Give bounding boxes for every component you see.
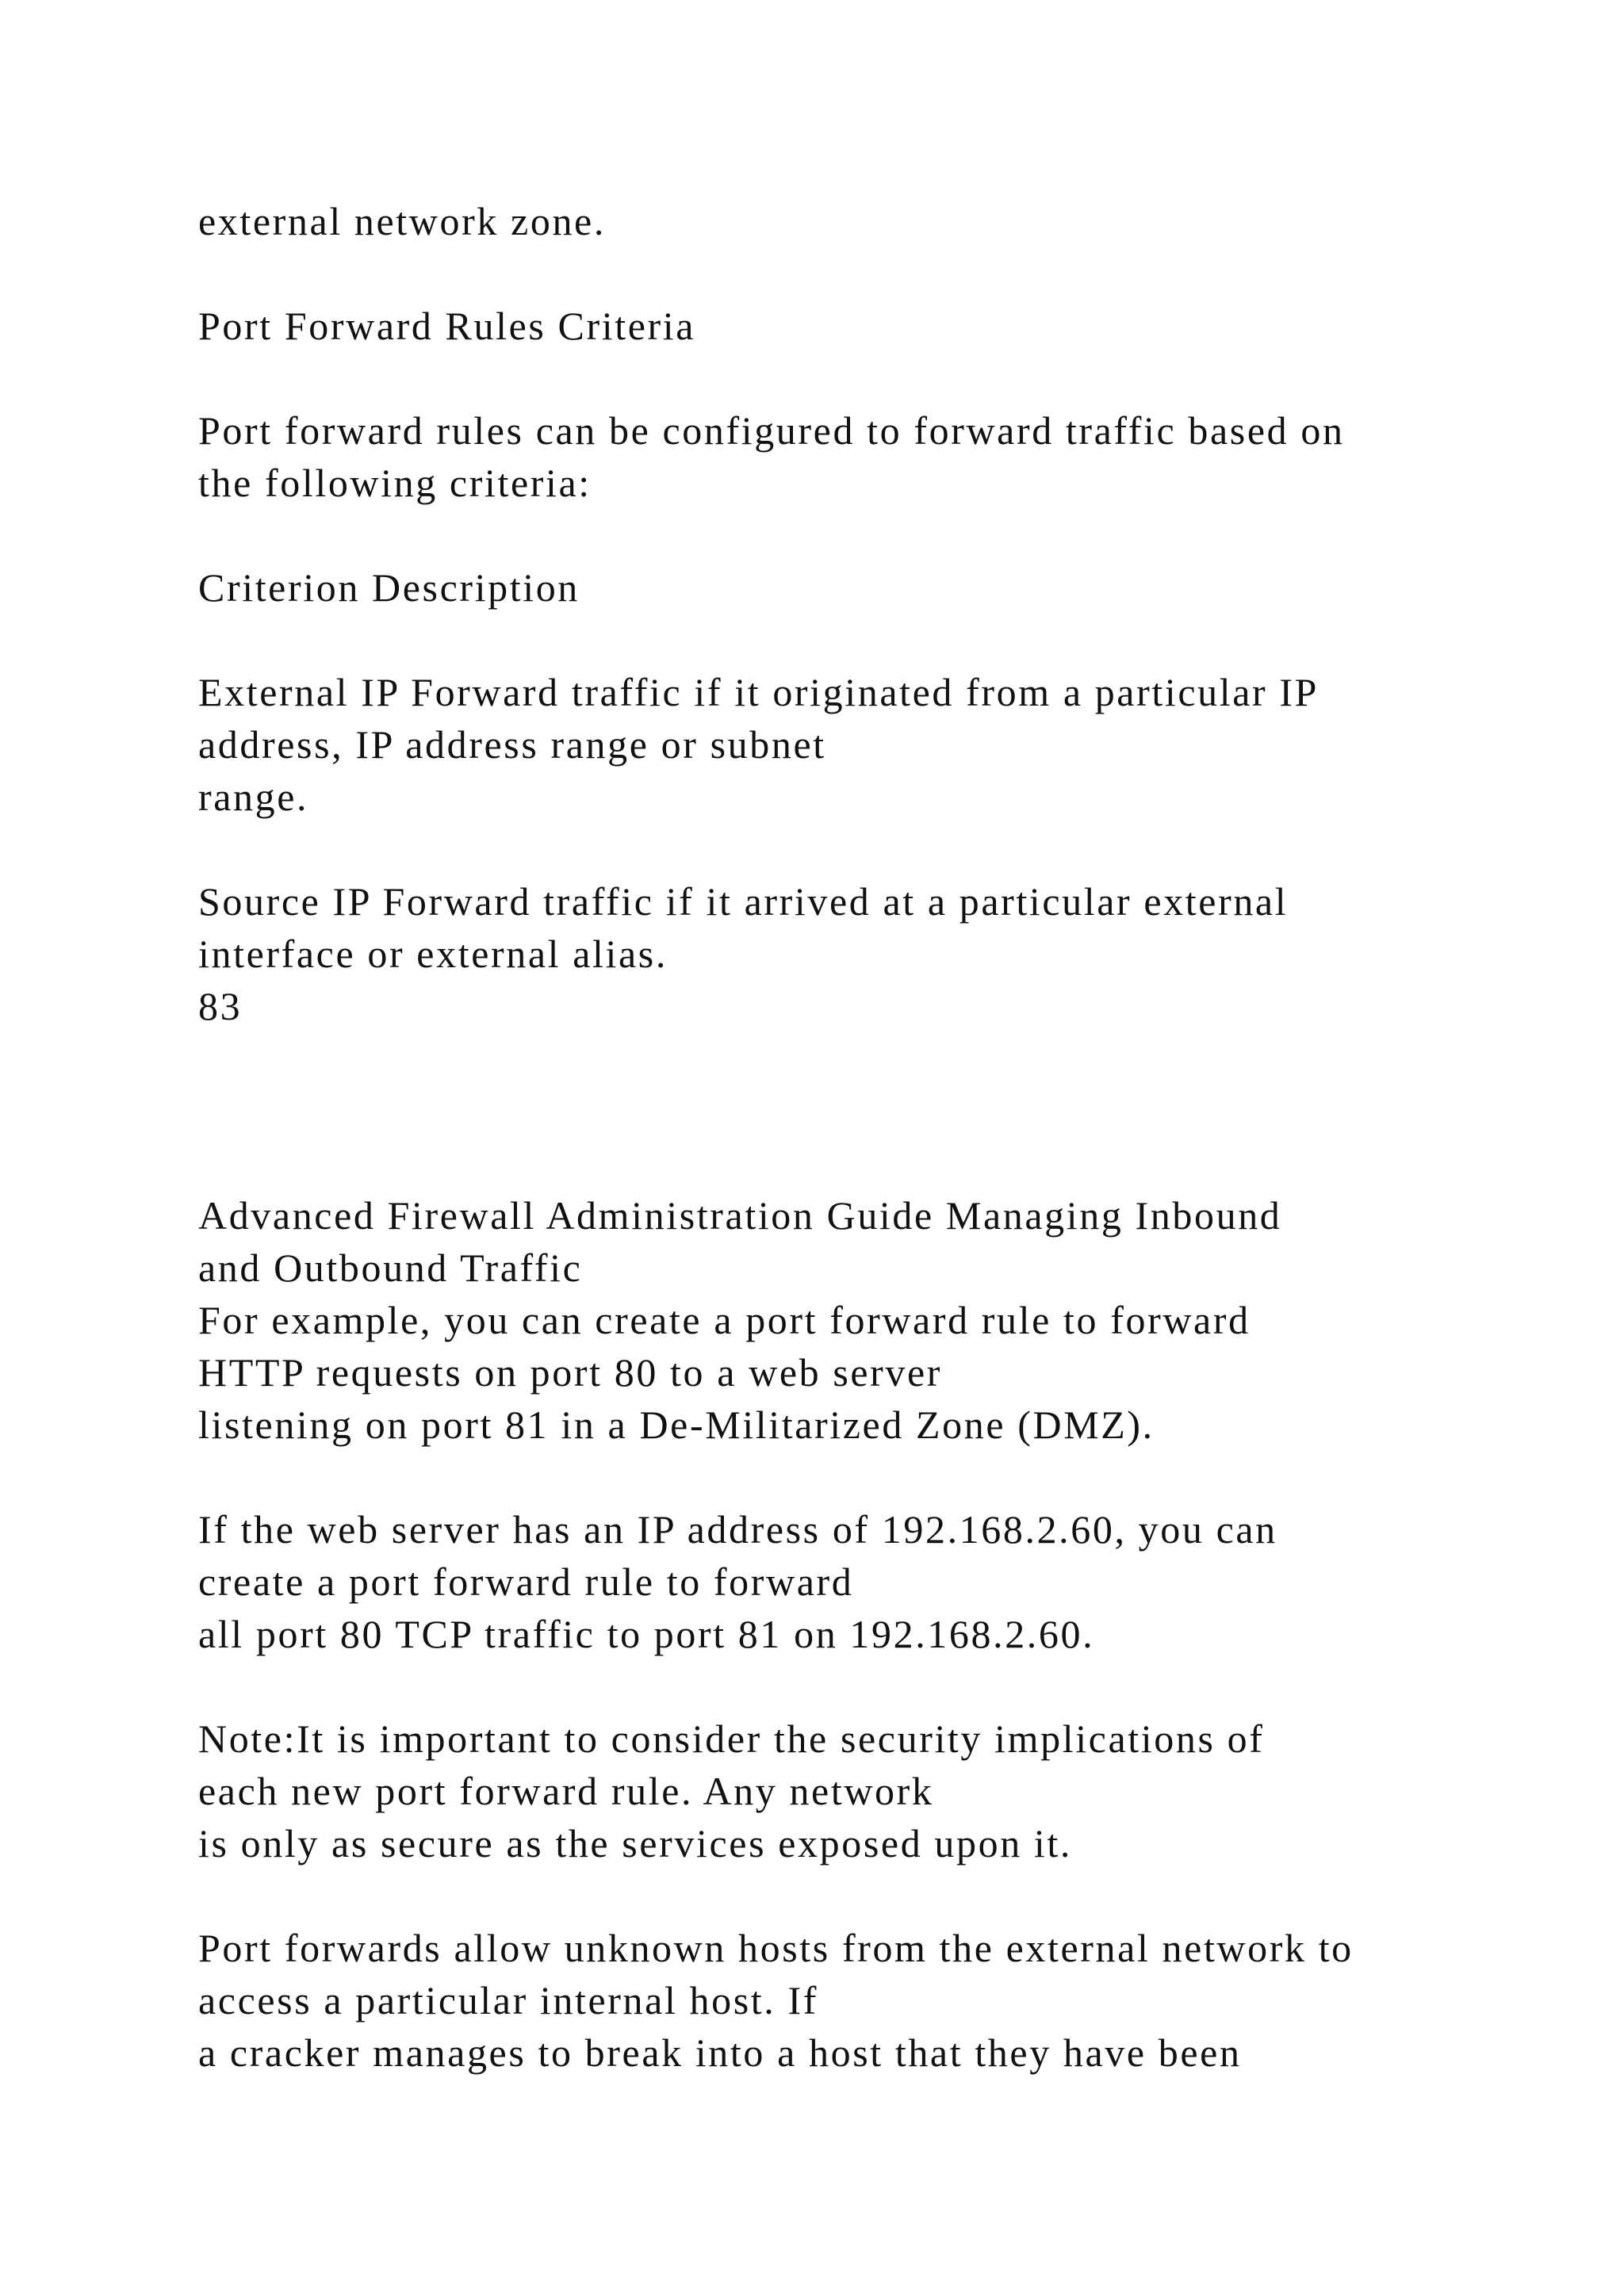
text-line: Port forward rules can be configured to forward traffic based on	[198, 408, 1345, 453]
text-line: create a port forward rule to forward	[198, 1559, 854, 1604]
page-number: 83	[198, 984, 243, 1028]
text-line: For example, you can create a port forward rule to forward	[198, 1298, 1251, 1342]
section-heading: Port Forward Rules Criteria	[198, 304, 696, 348]
text-line: listening on port 81 in a De-Militarized Zone (DMZ).	[198, 1402, 1155, 1447]
text-line: HTTP requests on port 80 to a web server	[198, 1350, 943, 1395]
text-line: range.	[198, 775, 309, 819]
text-line: External IP Forward traffic if it originated from a particular IP	[198, 670, 1320, 714]
text-line: interface or external alias.	[198, 932, 668, 976]
running-header: Advanced Firewall Administration Guide Managing Inbound	[198, 1193, 1282, 1238]
text-line: If the web server has an IP address of 192.168.2.60, you can	[198, 1507, 1277, 1552]
text-line: external network zone.	[198, 199, 606, 243]
note-line: each new port forward rule. Any network	[198, 1769, 934, 1813]
note-line: Note:It is important to consider the security implications of	[198, 1716, 1265, 1761]
text-line: access a particular internal host. If	[198, 1978, 818, 2022]
text-line: all port 80 TCP traffic to port 81 on 192.168.2.60.	[198, 1612, 1095, 1656]
text-line: a cracker manages to break into a host that they have been	[198, 2030, 1242, 2075]
text-line: the following criteria:	[198, 461, 592, 505]
text-line: Source IP Forward traffic if it arrived at a particular external	[198, 879, 1289, 924]
running-header: and Outbound Traffic	[198, 1246, 583, 1290]
text-line: Port forwards allow unknown hosts from the external network to	[198, 1926, 1354, 1970]
table-header: Criterion Description	[198, 565, 580, 610]
note-line: is only as secure as the services exposed upon it.	[198, 1821, 1072, 1866]
text-line: address, IP address range or subnet	[198, 722, 826, 767]
